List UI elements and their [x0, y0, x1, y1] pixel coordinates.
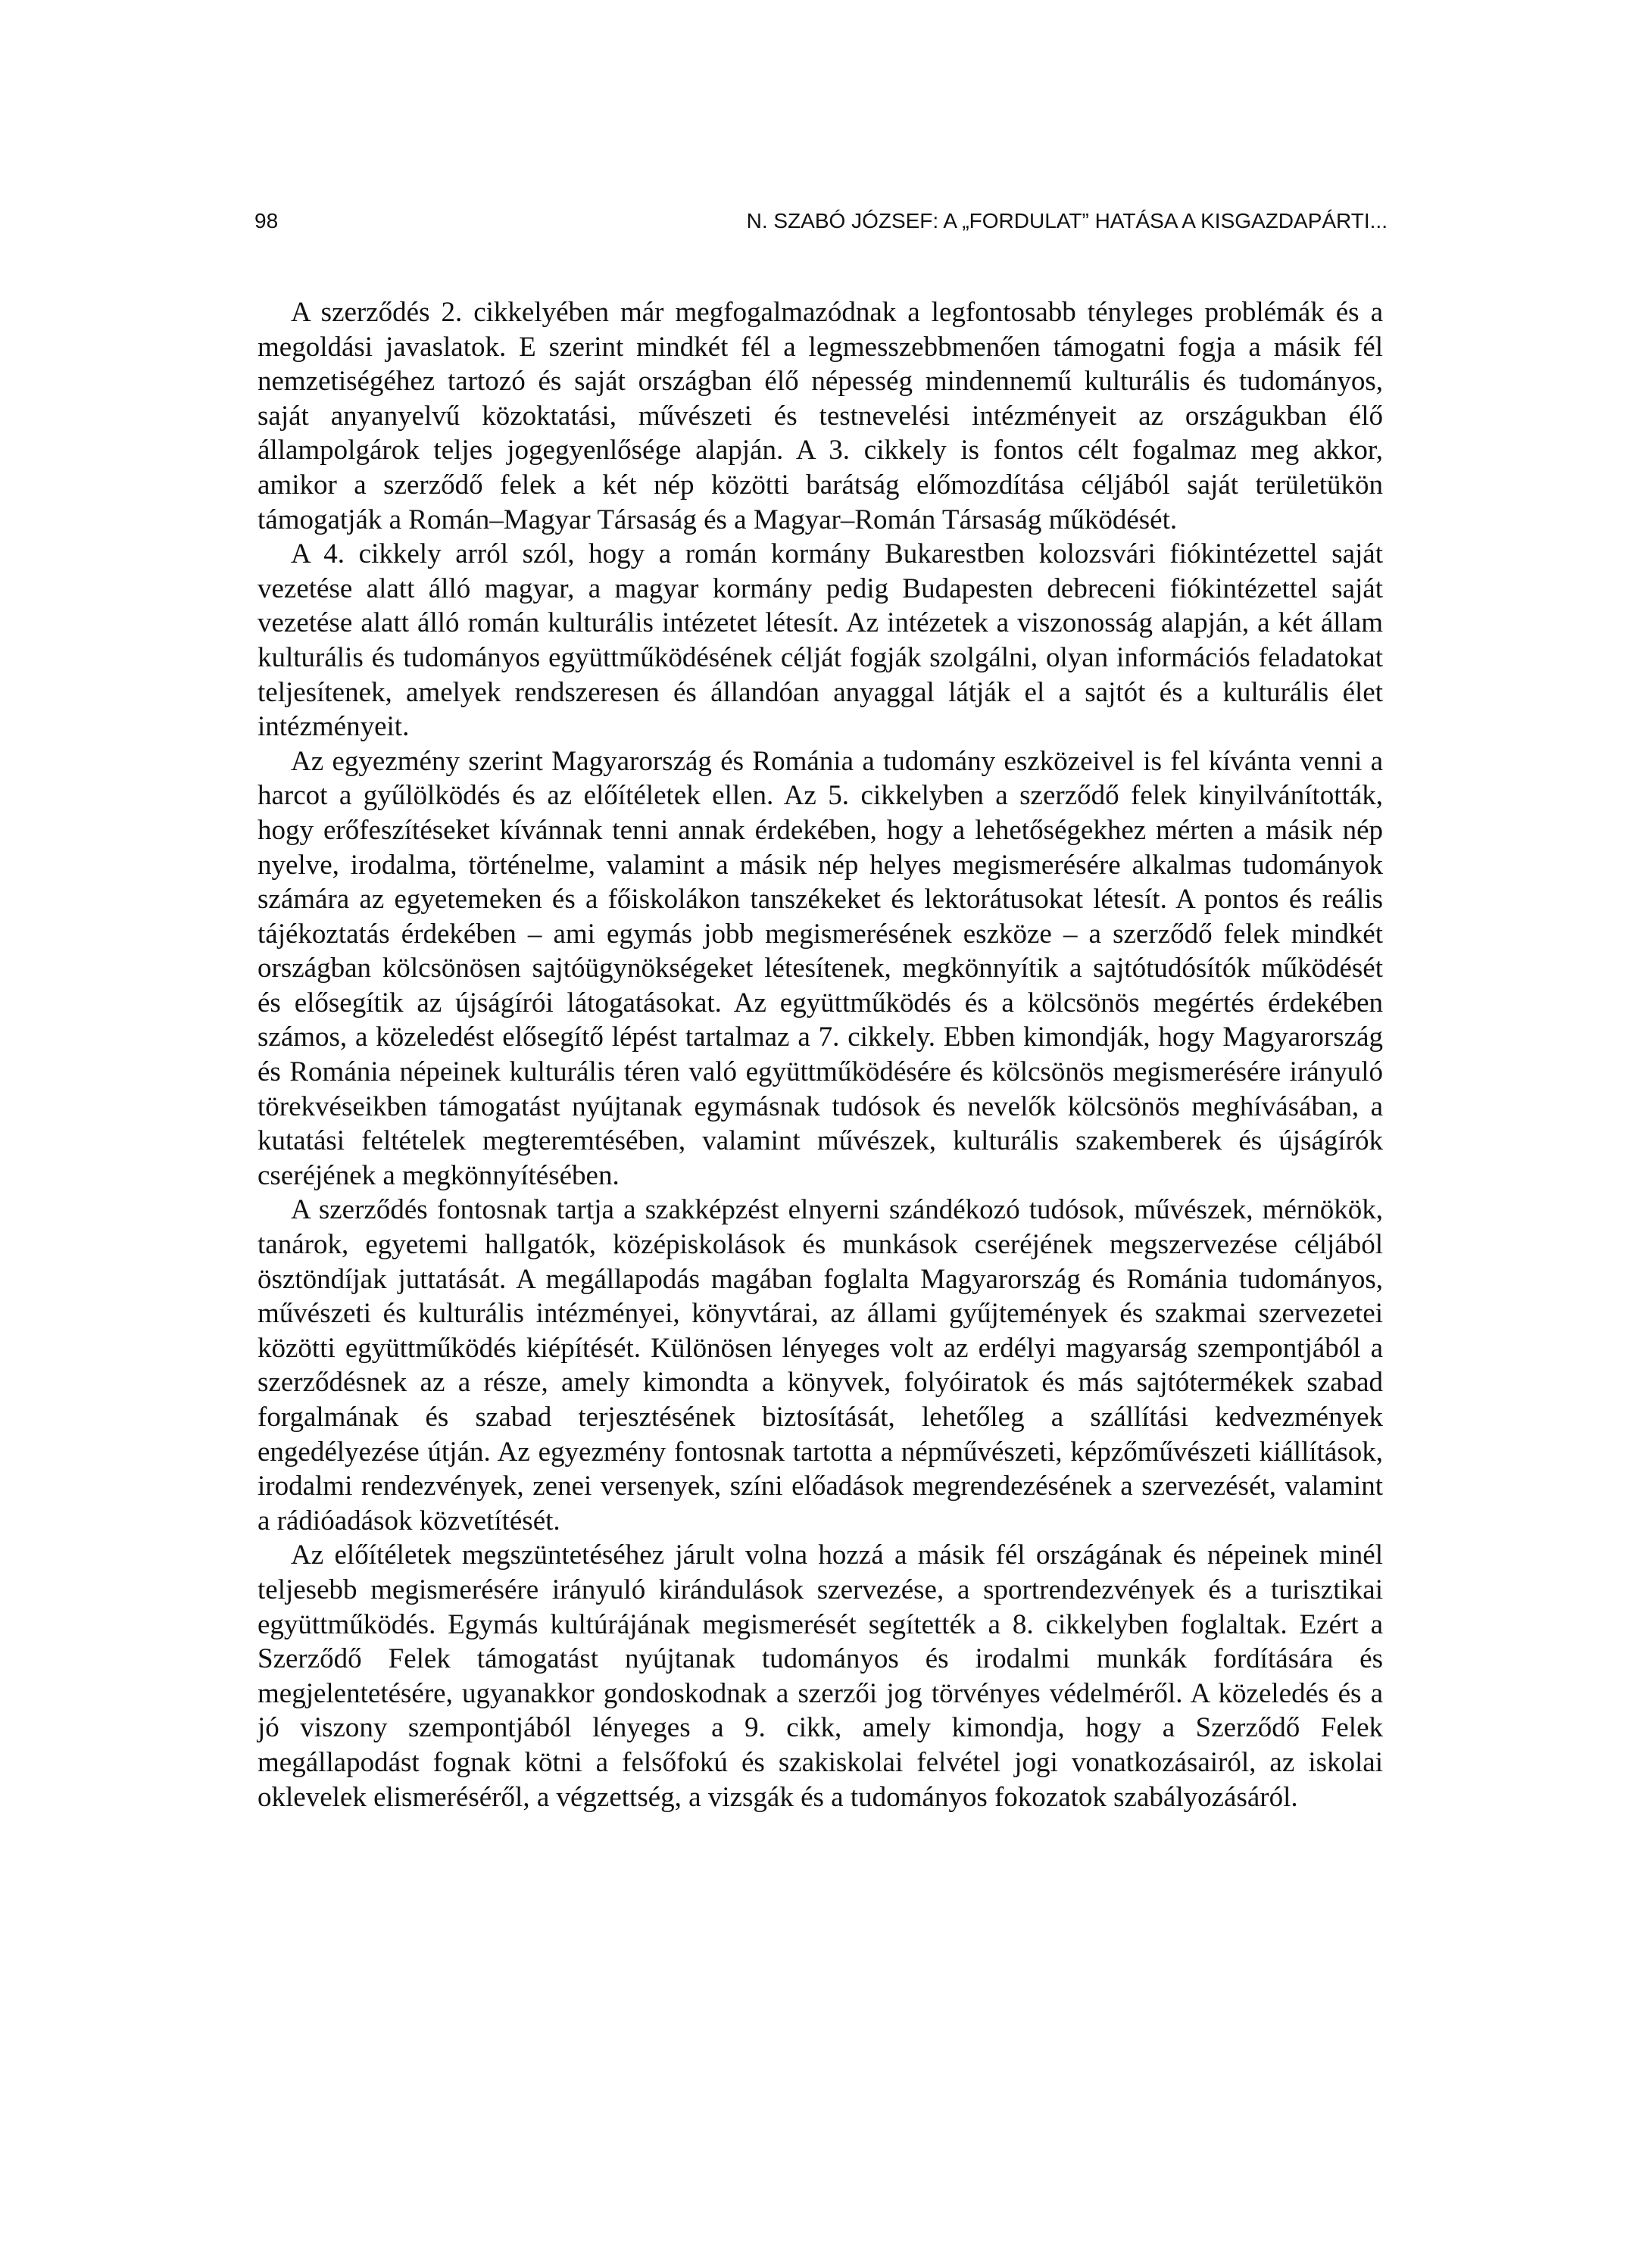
body-text — [258, 295, 1383, 1814]
page-number: 98 — [254, 209, 279, 232]
page-header — [254, 204, 1388, 238]
running-head: N. SZABÓ JÓZSEF: A „FORDULAT” HATÁSA A KISGAZDAPÁRTI... — [746, 209, 1388, 232]
paragraph: A 4. cikkely arról szól, hogy a román kormány Bukarestben kolozsvári fiókintézettel saját vezetése alatt álló magyar, a magyar kormány pedig Budapesten debreceni fiókintézettel saját vezetése alatt álló román kulturális intézetet létesít. Az intézetek a viszonosság alapján, a két állam kulturális és tudományos együttműködésének célját fogják szolgálni, olyan információs feladatokat teljesítenek, amelyek rendszeresen és állandóan anyaggal látják el a sajtót és a kulturális élet intézményeit. — [258, 538, 1383, 743]
paragraph: A szerződés 2. cikkelyében már megfogalmazódnak a legfontosabb tényleges problémák és a megoldási javaslatok. E szerint mindkét fél a legmesszebbmenően támogatni fogja a másik fél nemzetiségéhez tartozó és saját országban élő népesség mindennemű kulturális és tudományos, saját anyanyelvű közoktatási, művészeti és testnevelési intézményeit az országukban élő állampolgárok teljes jogegyenlősége alapján. A 3. cikkely is fontos célt fogalmaz meg akkor, amikor a szerződő felek a két nép közötti barátság előmozdítása céljából saját területükön támogatják a Román–Magyar Társaság és a Magyar–Román Társaság működését. — [258, 297, 1383, 535]
paragraph: A szerződés fontosnak tartja a szakképzést elnyerni szándékozó tudósok, művészek, mérnökök, tanárok, egyetemi hallgatók, középiskolások és munkások cseréjének megszervezése céljából ösztöndíjak juttatását. A megállapodás magában foglalta Magyarország és Románia tudományos, művészeti és kulturális intézményei, könyvtárai, az állami gyűjtemények és szakmai szervezetei közötti együttműködés kiépítését. Különösen lényeges volt az erdélyi magyarság szempontjából a szerződésnek az a része, amely kimondta a könyvek, folyóiratok és más sajtótermékek szabad forgalmának és szabad terjesztésének biztosítását, lehetőleg a szállítási kedvezmények engedélyezése útján. Az egyezmény fontosnak tartotta a népművészeti, képzőművészeti kiállítások, irodalmi rendezvények, zenei versenyek, színi előadások megrendezésének a szervezését, valamint a rádióadások közvetítését. — [258, 1194, 1383, 1536]
paragraph: Az egyezmény szerint Magyarország és Románia a tudomány eszközeivel is fel kívánta venni a harcot a gyűlölködés és az előítéletek ellen. Az 5. cikkelyben a szerződő felek kinyilvánították, hogy erőfeszítéseket kívánnak tenni annak érdekében, hogy a lehetőségekhez mérten a másik nép nyelve, irodalma, történelme, valamint a másik nép helyes megismerésére alkalmas tudományok számára az egyetemeken és a főiskolákon tanszékeket és lektorátusokat létesít. A pontos és reális tájékoztatás érdekében – ami egymás jobb megismerésének eszköze – a szerződő felek mindkét országban kölcsönösen sajtóügynökségeket létesítenek, megkönnyítik a sajtótudósítók működését és elősegítik az újságírói látogatásokat. Az együttműködés és a kölcsönös megértés érdekében számos, a közeledést elősegítő lépést tartalmaz a 7. cikkely. Ebben kimondják, hogy Magyarország és Románia népeinek kulturális téren való együttműködésére és kölcsönös megismerésére irányuló törekvéseikben támogatást nyújtanak egymásnak tudósok és nevelők kölcsönös meghívásában, a kutatási feltételek megteremtésében, valamint művészek, kulturális szakemberek és újságírók cseréjének a megkönnyítésében. — [258, 745, 1383, 1191]
paragraph: Az előítéletek megszüntetéséhez járult volna hozzá a másik fél országának és népeinek minél teljesebb megismerésére irányuló kirándulások szervezése, a sportrendezvények és a turisztikai együttműködés. Egymás kultúrájának megismerését segítették a 8. cikkelyben foglaltak. Ezért a Szerződő Felek támogatást nyújtanak tudományos és irodalmi munkák fordítására és megjelentetésére, ugyanakkor gondoskodnak a szerzői jog törvényes védelméről. A közeledés és a jó viszony szempontjából lényeges a 9. cikk, amely kimondja, hogy a Szerződő Felek megállapodást fognak kötni a felsőfokú és szakiskolai felvétel jogi vonatkozásairól, az iskolai oklevelek elismeréséről, a végzettség, a vizsgák és a tudományos fokozatok szabályozásáról. — [258, 1540, 1383, 1813]
